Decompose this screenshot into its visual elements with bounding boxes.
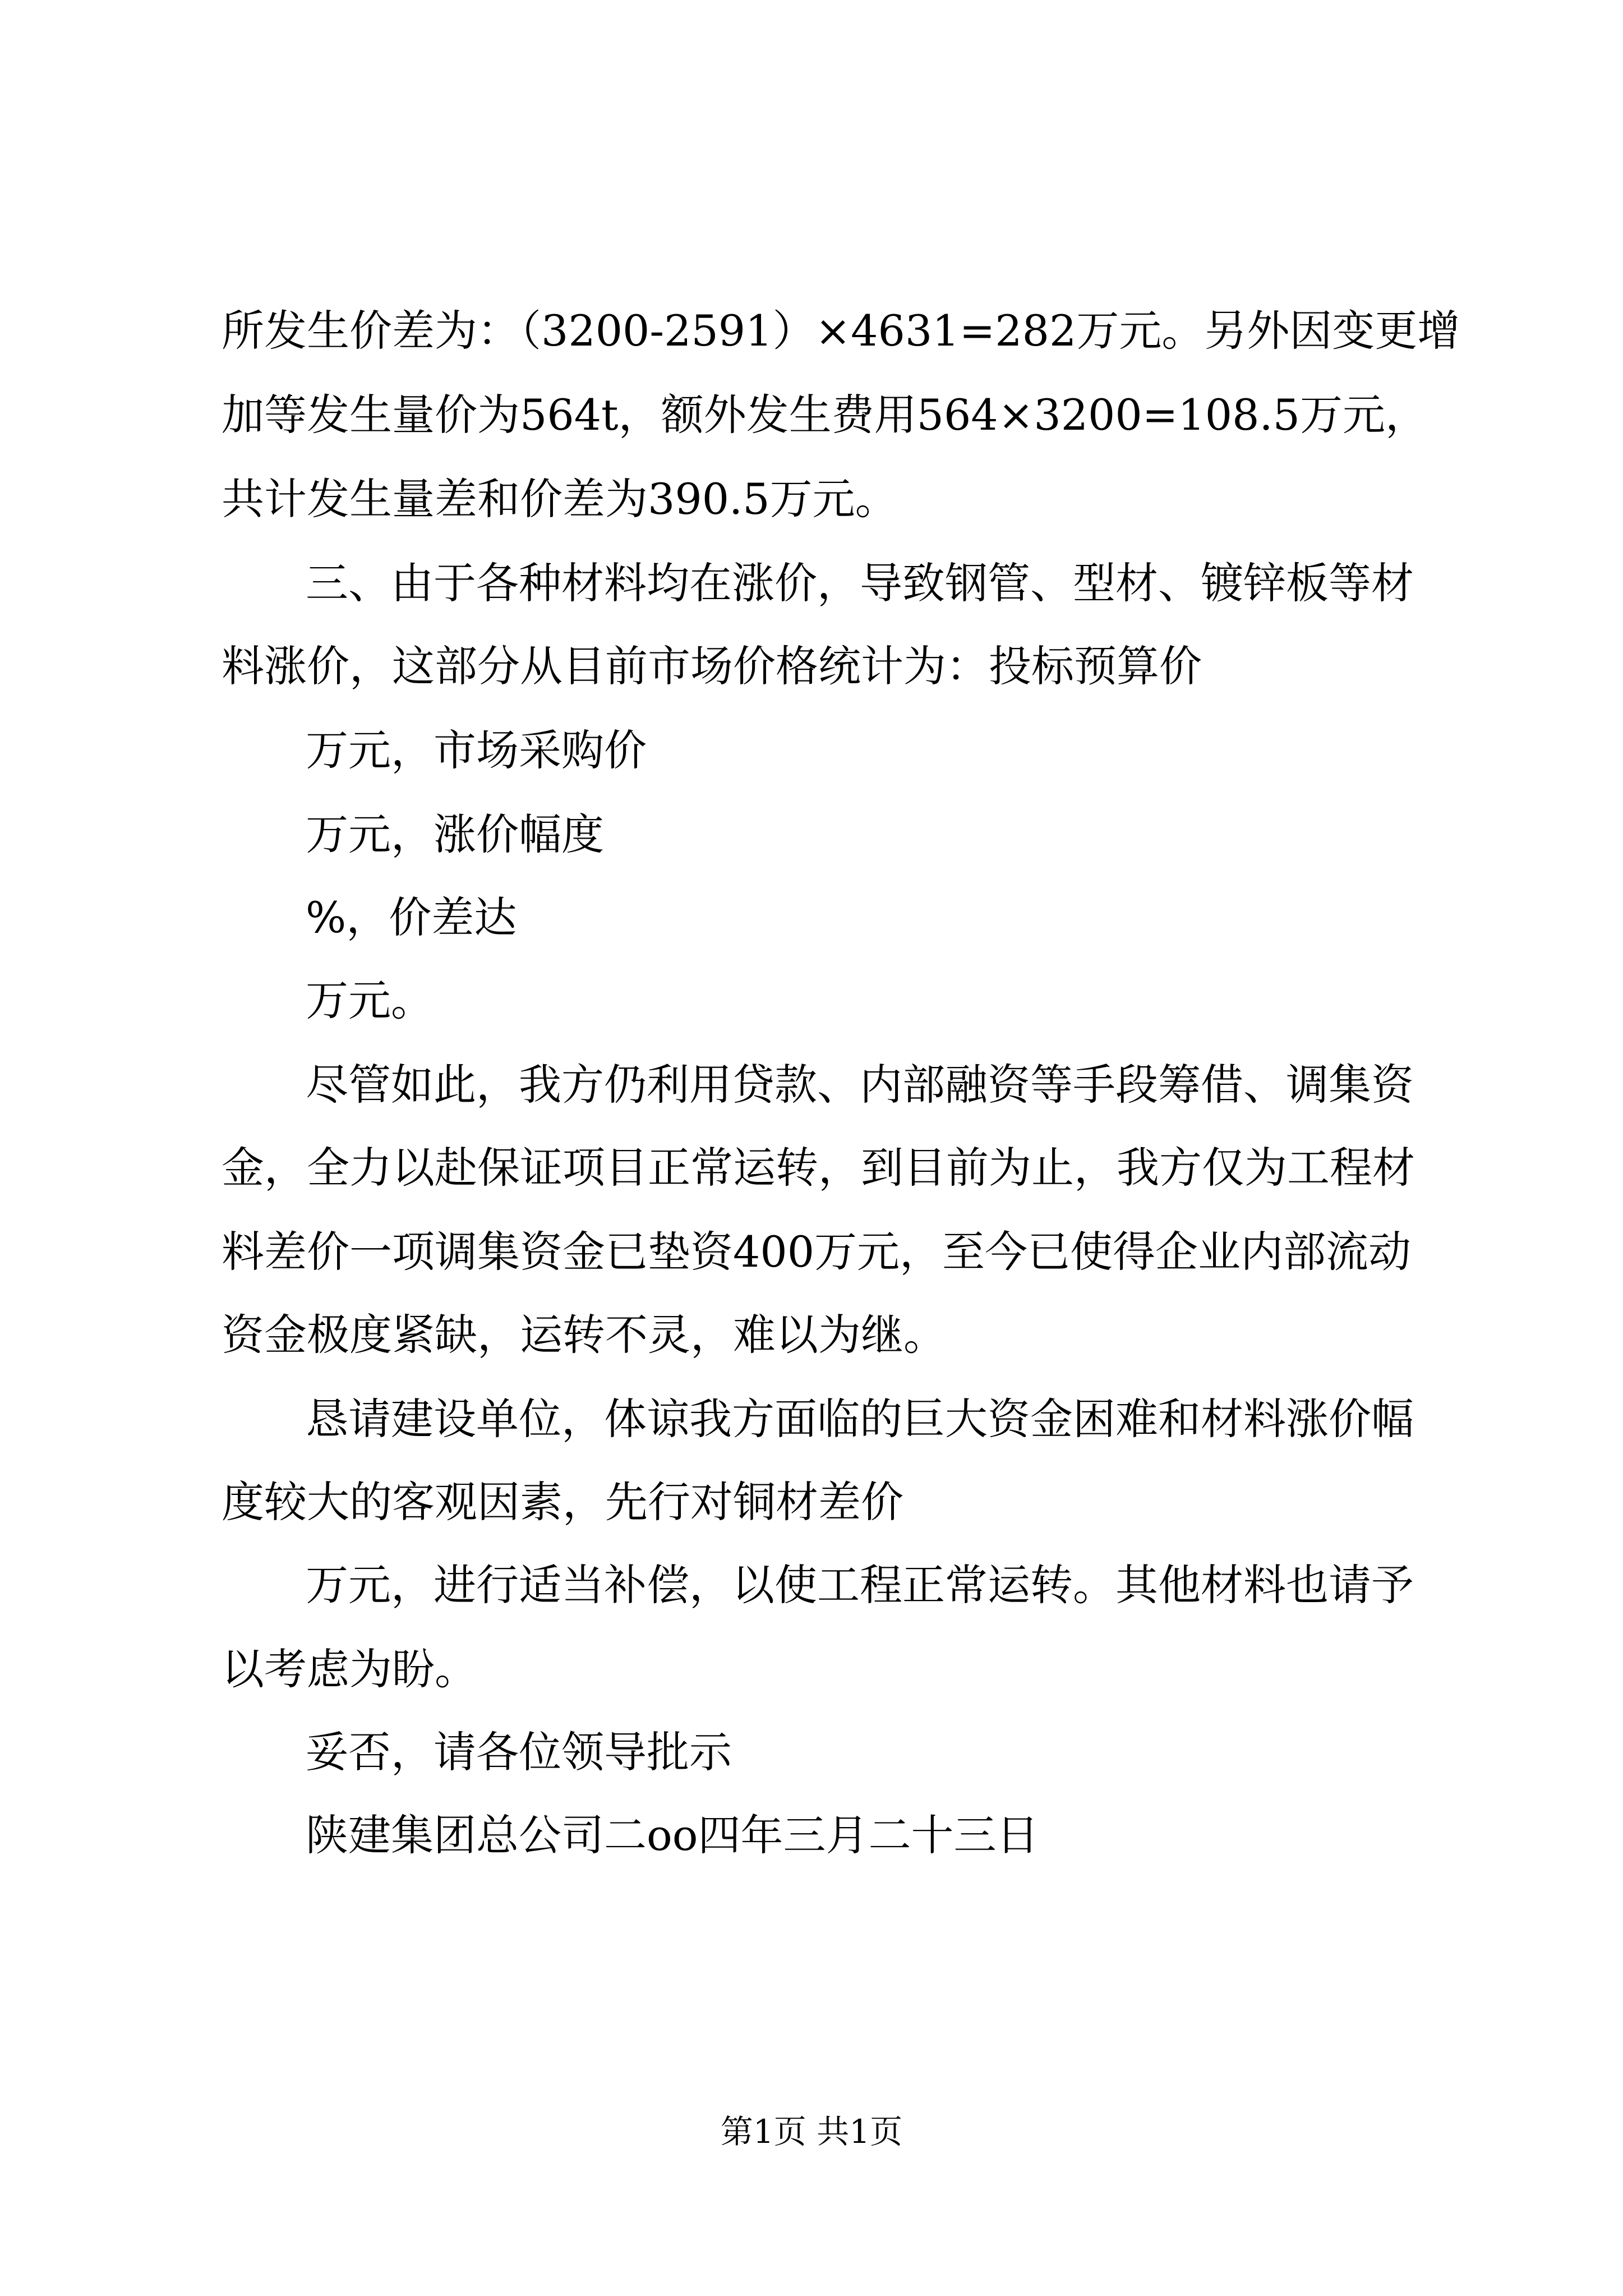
paragraph-line: 料涨价，这部分从目前市场价格统计为：投标预算价 (222, 641, 1202, 691)
paragraph-line: %，价差达 (306, 892, 517, 942)
signature-line: 陕建集团总公司二oo四年三月二十三日 (306, 1810, 1039, 1860)
paragraph-line: 恳请建设单位，体谅我方面临的巨大资金困难和材料涨价幅 (306, 1394, 1414, 1444)
paragraph-line: 以考虑为盼。 (222, 1644, 477, 1694)
paragraph-line: 料差价一项调集资金已垫资400万元，至今已使得企业内部流动 (222, 1227, 1412, 1277)
paragraph-line: 万元，进行适当补偿，以使工程正常运转。其他材料也请予 (306, 1560, 1414, 1610)
page-footer: 第1页 共1页 (720, 2113, 903, 2151)
paragraph-line: 资金极度紧缺，运转不灵，难以为继。 (222, 1310, 946, 1360)
paragraph-line: 万元，涨价幅度 (306, 809, 604, 859)
paragraph-line: 共计发生量差和价差为390.5万元。 (222, 474, 898, 524)
paragraph-line: 加等发生量价为564t，额外发生费用564×3200=108.5万元， (222, 390, 1428, 440)
paragraph-line: 度较大的客观因素，先行对铜材差价 (222, 1477, 903, 1527)
paragraph-line: 金，全力以赴保证项目正常运转，到目前为止，我方仅为工程材 (222, 1143, 1415, 1193)
paragraph-line: 万元。 (306, 976, 434, 1025)
paragraph-line: 尽管如此，我方仍利用贷款、内部融资等手段筹借、调集资 (306, 1060, 1414, 1110)
paragraph-line: 妥否，请各位领导批示 (306, 1727, 732, 1777)
paragraph-line: 万元，市场采购价 (306, 725, 647, 775)
paragraph-line: 三、由于各种材料均在涨价，导致钢管、型材、镀锌板等材 (306, 558, 1414, 608)
paragraph-line: 所发生价差为：（3200-2591）×4631=282万元。另外因变更增 (222, 306, 1460, 356)
